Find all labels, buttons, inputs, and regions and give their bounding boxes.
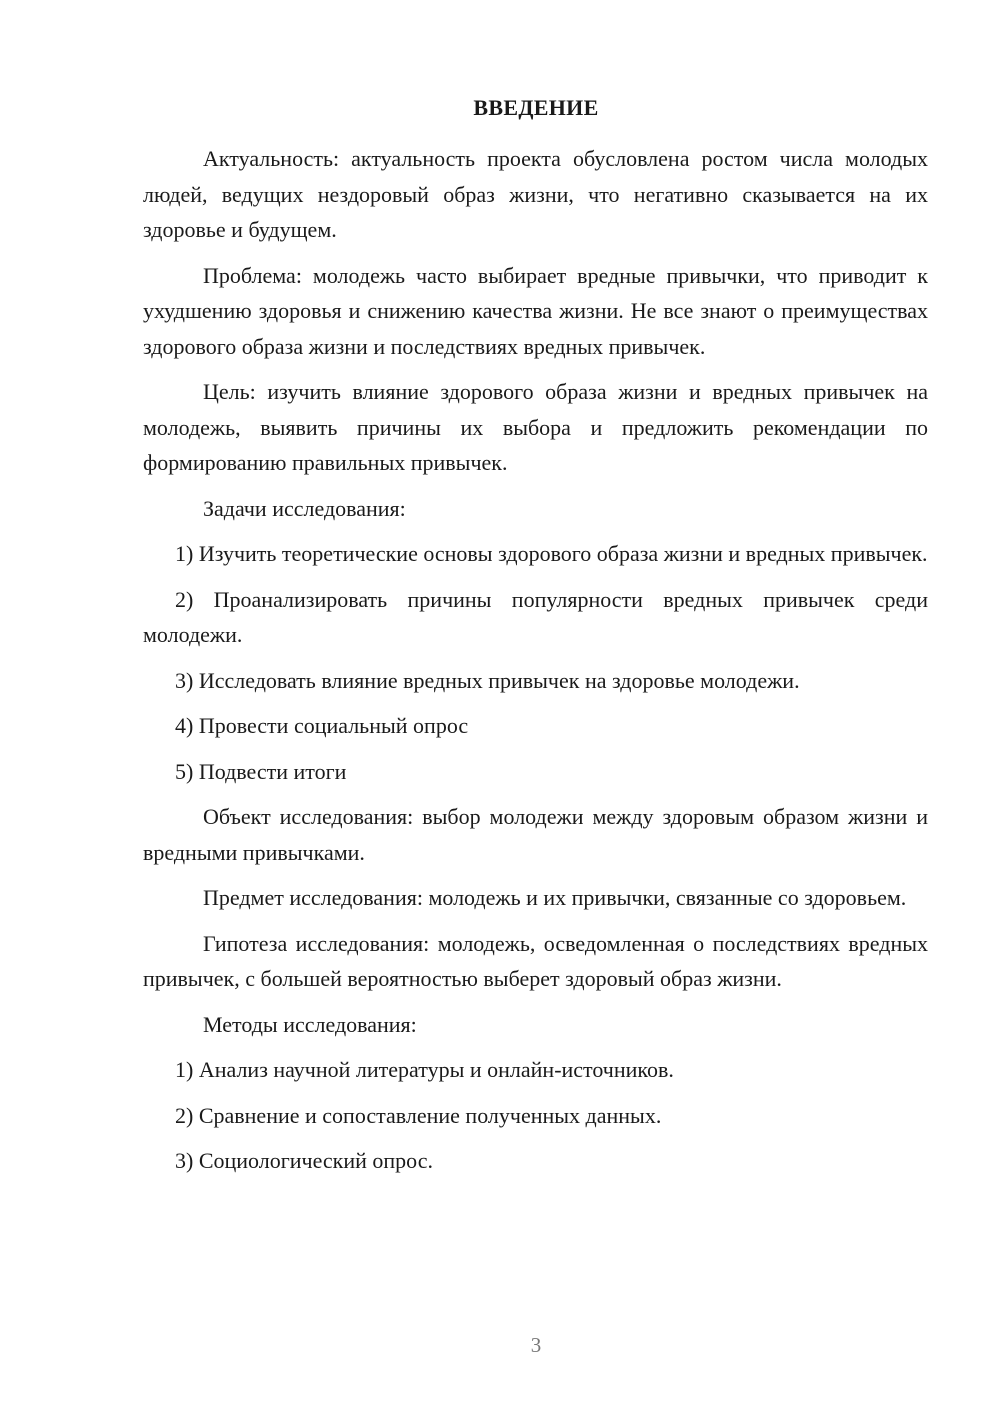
tasks-list: [143, 536, 928, 789]
page-title: ВВЕДЕНИЕ: [473, 95, 599, 120]
document-body: [143, 141, 928, 1189]
list-item: 4) Провести социальный опрос: [175, 713, 469, 738]
list-item: 5) Подвести итоги: [175, 758, 347, 784]
goal-paragraph: Цель: изучить влияние здорового образа жизни и вредных привычек на молодежь, выявить причины их выбора и предложить рекомендации по формированию правильных привычек.: [143, 379, 928, 475]
methods-intro: Методы исследования:: [203, 1011, 417, 1037]
problem-paragraph: Проблема: молодежь часто выбирает вредные привычки, что приводит к ухудшению здоровья и снижению качества жизни. Не все знают о преимуществах здорового образа жизни и последствиях вредных привычек.: [143, 262, 928, 359]
methods-list: [143, 1052, 928, 1179]
list-item: 1) Изучить теоретические основы здорового образа жизни и вредных привычек.: [175, 541, 928, 566]
list-item: 3) Социологический опрос.: [175, 1148, 433, 1173]
hypothesis-paragraph: Гипотеза исследования: молодежь, осведомленная о последствиях вредных привычек, с большей вероятностью выберет здоровый образ жизни.: [143, 930, 928, 991]
list-item: 2) Проанализировать причины популярности вредных привычек среди молодежи.: [143, 586, 928, 647]
list-item: 3) Исследовать влияние вредных привычек на здоровье молодежи.: [175, 667, 800, 693]
relevance-paragraph: Актуальность: актуальность проекта обусловлена ростом числа молодых людей, ведущих нездоровый образ жизни, что негативно сказывается на их здоровье и будущем.: [143, 146, 928, 242]
list-item: 2) Сравнение и сопоставление полученных данных.: [175, 1102, 662, 1128]
subject-paragraph: Предмет исследования: молодежь и их привычки, связанные со здоровьем.: [203, 885, 907, 910]
page-number: 3: [530, 1333, 542, 1357]
object-paragraph: Объект исследования: выбор молодежи между здоровым образом жизни и вредными привычками.: [143, 804, 928, 865]
tasks-intro: Задачи исследования:: [203, 495, 406, 521]
list-item: 1) Анализ научной литературы и онлайн-источников.: [175, 1057, 674, 1082]
